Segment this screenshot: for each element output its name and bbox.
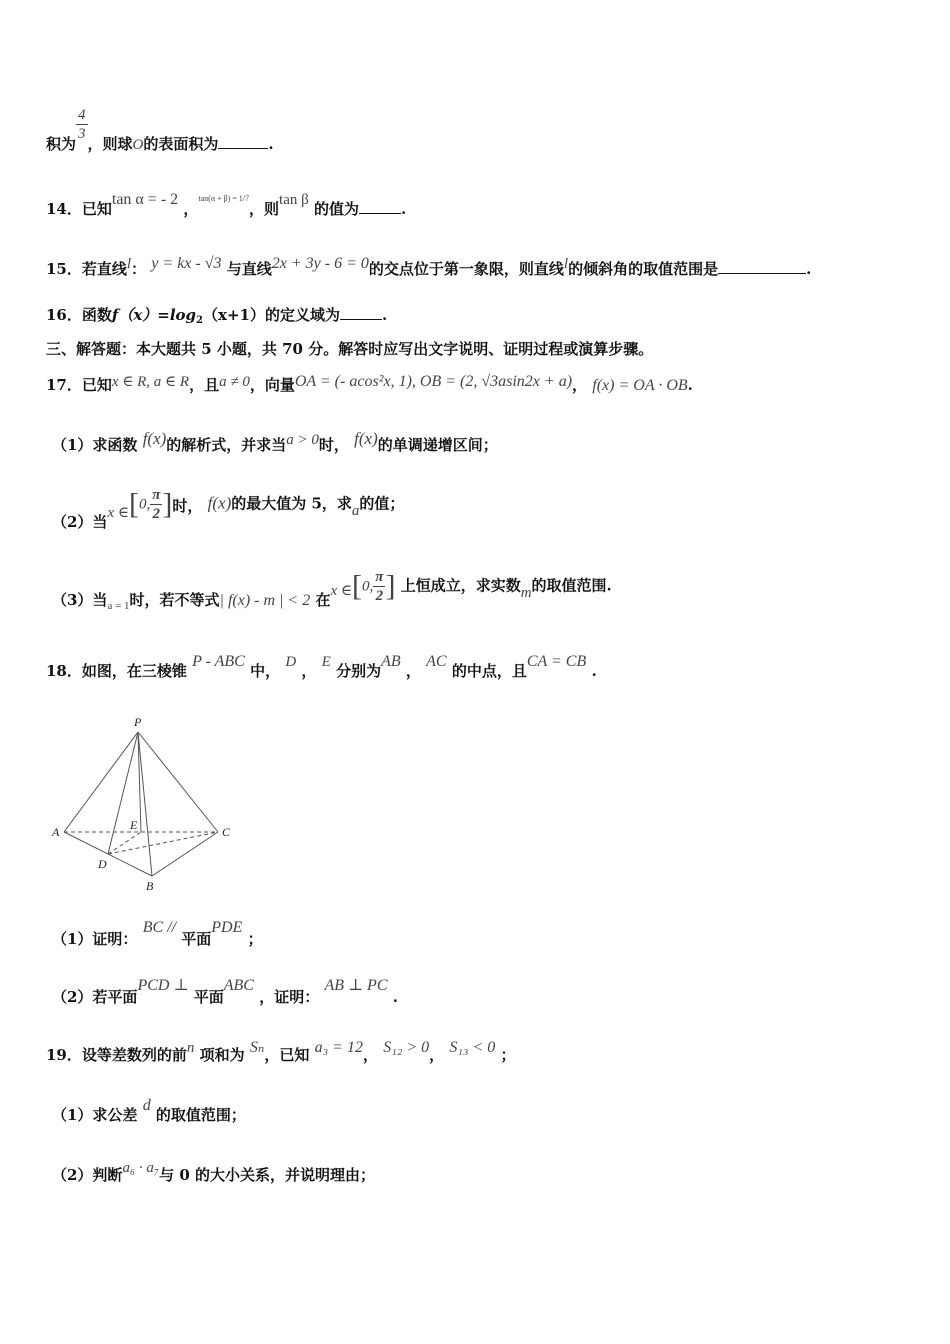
q14-line — [46, 188, 407, 218]
q18-pabc: P - ABC — [192, 653, 245, 670]
q19-a3: a₃ = 12 — [314, 1039, 363, 1056]
q17-vectors: OA = (- acos²x, 1), OB = (2, √3asin2x + a) — [294, 373, 573, 390]
label-e: E — [130, 818, 138, 832]
q17-fdef: f(x) = OA · OB — [592, 377, 688, 394]
section3-heading: 三、解答题：本大题共 5 小题，共 70 分。解答时应写出文字说明、证明过程或演算步骤。 — [46, 340, 654, 358]
q18-e: E — [321, 654, 331, 670]
q18-part2 — [52, 974, 398, 1006]
q19-mid: 项和为 — [199, 1046, 245, 1064]
q15-line1: y = kx - √3 — [151, 255, 222, 272]
q19-c1: ， — [362, 1046, 378, 1064]
q19-known: ，已知 — [264, 1046, 310, 1064]
q18-p2-prove: ，证明： — [259, 988, 320, 1006]
q17-cond1: x ∈ R, a ∈ R — [111, 374, 190, 390]
q19-line — [46, 1036, 516, 1064]
q14-post: 的值为 — [313, 200, 359, 218]
q17-p2-a: a — [351, 502, 360, 519]
q13-line — [46, 106, 274, 153]
q17-p2-post: 的值； — [359, 494, 405, 513]
label-c: C — [222, 825, 231, 839]
q13-post: 的表面积为 — [143, 134, 219, 153]
q14-expr2: tan(α + β) = 1/7 — [198, 194, 250, 203]
q13-end: . — [268, 134, 274, 153]
q17-p3-x: x ∈ — [330, 582, 352, 599]
q17-p1-when: 时， — [318, 436, 349, 454]
q16-num: 16．函数 — [46, 306, 112, 324]
q19-sn: Sₙ — [249, 1039, 265, 1056]
q17-p2-f: f(x) — [207, 493, 232, 513]
q17-p1-mid: 的解析式，并求当 — [166, 436, 287, 454]
q18-p2-label: （2）若平面 — [52, 988, 138, 1006]
q18-line — [46, 650, 597, 680]
q18-cacb: CA = CB — [526, 653, 587, 670]
q17-p3-label: （3）当 — [52, 590, 108, 609]
q17-part1 — [52, 428, 498, 454]
q13-pre: 积为 — [46, 134, 77, 153]
q18-num: 18．如图，在三棱锥 — [46, 662, 187, 680]
q13-mid: ，则球 — [87, 134, 133, 153]
q18-d: D — [285, 654, 297, 670]
q13-answer-blank — [218, 134, 268, 149]
q17-p1-post: 的单调递增区间； — [377, 436, 498, 454]
q18-p1-plane: 平面 — [181, 930, 212, 948]
q17-part2 — [52, 486, 405, 531]
q17-p1-f2: f(x) — [354, 429, 378, 448]
q17-p3-m: m — [520, 584, 532, 601]
q18-p2-abc: ABC — [223, 977, 254, 994]
q17-end: . — [687, 376, 693, 394]
q18-p1-label: （1）证明： — [52, 930, 138, 948]
q17-p2-lbracket: [ — [128, 487, 139, 521]
q16-post: 的定义域为 — [264, 306, 340, 324]
q18-p1-post: ； — [247, 930, 263, 948]
q17-comma: ， — [572, 376, 588, 394]
q18-p1-pde: PDE — [211, 919, 243, 936]
q19-s12: S₁₂ > 0 — [383, 1039, 430, 1056]
q18-ab: AB — [381, 653, 401, 670]
pyramid-figure — [46, 714, 246, 894]
q15-l: l — [126, 256, 132, 272]
q19-p2-a6a7: a₆ · a₇ — [122, 1160, 160, 1176]
q14-sep: ， — [183, 200, 199, 218]
q19-c2: ， — [429, 1046, 445, 1064]
q13-fraction — [76, 106, 88, 143]
q18-part1 — [52, 916, 263, 948]
q15-line — [46, 252, 812, 278]
q17-p3-rbracket: ] — [385, 569, 396, 603]
q19-num: 19．设等差数列的前 — [46, 1046, 187, 1064]
q18-p2-end: . — [392, 988, 398, 1006]
q15-post: 的倾斜角的取值范围是 — [568, 260, 719, 278]
q19-p1-d: d — [142, 1097, 151, 1114]
edge-pa — [64, 732, 138, 832]
q17-p2-when: 时， — [172, 496, 203, 515]
q16-end: . — [381, 306, 388, 324]
q17-p1-label: （1）求函数 — [52, 436, 138, 454]
q15-end: . — [806, 260, 812, 278]
q18-comma2: ， — [405, 662, 421, 680]
q19-part1 — [52, 1094, 246, 1124]
label-d: D — [98, 857, 107, 871]
q14-answer-blank — [359, 199, 401, 214]
q16-fx: f（x）=log — [111, 306, 197, 324]
q18-p1-bc: BC // — [142, 919, 177, 936]
q17-num: 17．已知 — [46, 376, 112, 394]
q19-p2-post: 与 0 的大小关系，并说明理由； — [159, 1166, 376, 1184]
q19-part2 — [52, 1156, 376, 1184]
q18-ac: AC — [426, 653, 447, 670]
q17-p2-num: π — [152, 487, 161, 503]
q19-p1-post: 的取值范围； — [155, 1106, 246, 1124]
q17-p3-ineq: | f(x) - m | < 2 — [219, 591, 311, 609]
q18-p2-pcd: PCD ⊥ — [137, 977, 189, 994]
q17-cond2: a ≠ 0 — [219, 374, 250, 390]
q19-end: ； — [500, 1046, 516, 1064]
q19-s13: S₁₃ < 0 — [449, 1039, 496, 1056]
q18-end: . — [591, 662, 597, 680]
label-b: B — [146, 879, 154, 893]
q13-frac-den: 3 — [78, 126, 86, 142]
q15-answer-blank — [718, 259, 806, 274]
q17-p2-rbracket: ] — [162, 487, 173, 521]
q17-p2-pi-over-2 — [150, 486, 162, 523]
q17-vec: ，向量 — [249, 376, 295, 394]
label-p: P — [134, 715, 142, 729]
q14-end: . — [401, 200, 407, 218]
q17-p3-post: 的取值范围. — [531, 576, 612, 595]
q13-var: O — [132, 136, 144, 153]
q14-expr3: tan β — [279, 192, 309, 208]
q19-n: n — [186, 1040, 195, 1056]
q14-num: 14．已知 — [46, 200, 112, 218]
q17-p3-num: π — [375, 569, 384, 585]
q17-line — [46, 370, 693, 393]
q18-p2-plane: 平面 — [193, 988, 224, 1006]
q18-comma: ， — [301, 662, 317, 680]
q17-p3-mid: 时，若不等式 — [129, 590, 220, 609]
q17-p3-mid2: 上恒成立，求实数 — [400, 576, 521, 595]
q16-answer-blank — [340, 305, 382, 320]
q17-part3 — [52, 568, 612, 612]
q15-mid: 的交点位于第一象限，则直线 — [368, 260, 564, 278]
q19-p2-label: （2）判断 — [52, 1166, 123, 1184]
q17-p3-cond: a = 1 — [107, 599, 130, 612]
q13-frac-num: 4 — [78, 107, 86, 123]
q16-arg: （x+1） — [203, 306, 265, 324]
edge-pc — [138, 732, 218, 832]
q16-line — [46, 304, 387, 329]
q17-and: ，且 — [189, 376, 220, 394]
q14-expr1: tan α = - 2 — [111, 191, 179, 208]
q14-then: ，则 — [249, 200, 280, 218]
q17-p1-cond: a > 0 — [286, 432, 319, 448]
q17-p2-left: 0, — [138, 496, 151, 513]
q18-mid: 分别为 — [336, 662, 382, 680]
q15-l2: l — [563, 256, 569, 272]
q17-p3-lbracket: [ — [352, 569, 362, 603]
q15-line2: 2x + 3y - 6 = 0 — [271, 255, 369, 272]
q17-p3-den: 2 — [375, 588, 384, 604]
q17-p3-pi-over-2 — [373, 568, 385, 605]
q15-num: 15．若直线 — [46, 260, 127, 278]
edge-pd — [108, 732, 138, 854]
q17-p1-f: f(x) — [142, 429, 167, 448]
q18-p2-abpc: AB ⊥ PC — [324, 977, 388, 994]
q17-p2-mid: 的最大值为 5，求 — [231, 494, 352, 513]
q15-colon: ： — [131, 260, 147, 278]
q17-p3-left: 0, — [362, 578, 374, 595]
q18-mid2: 的中点，且 — [451, 662, 527, 680]
q17-p3-in: 在 — [315, 590, 331, 609]
q17-p2-label: （2）当 — [52, 512, 108, 531]
q16-sub: 2 — [196, 315, 203, 326]
q19-p1-label: （1）求公差 — [52, 1106, 138, 1124]
q17-p2-den: 2 — [152, 506, 161, 522]
q18-in: 中， — [250, 662, 281, 680]
label-a: A — [52, 825, 60, 839]
q17-p2-x: x ∈ — [107, 504, 129, 521]
q15-with: 与直线 — [226, 260, 272, 278]
